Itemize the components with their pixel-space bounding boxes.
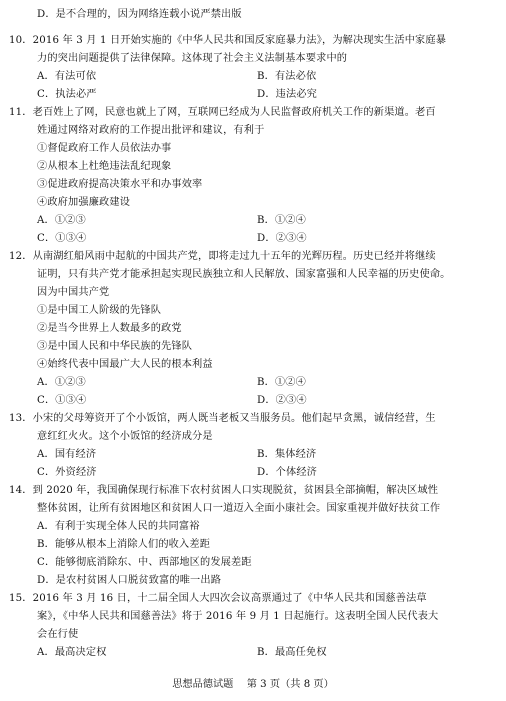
text-line: ④始终代表中国最广大人民的根本利益 [37, 359, 213, 370]
text-line: A．最高决定权 [37, 647, 107, 658]
text-line: 12．从南湖红船风雨中起航的中国共产党，即将走过九十五年的光辉历程。历史已经并将继续 [9, 251, 436, 262]
text-line: ②是当今世界上人数最多的政党 [37, 323, 182, 334]
text-line: 案》，《中华人民共和国慈善法》将于 2016 年 9 月 1 日起施行。这表明全国人民代表大 [37, 611, 439, 622]
text-line: 会在行使 [37, 629, 79, 640]
text-line: B．最高任免权 [257, 647, 327, 658]
text-line: D．个体经济 [257, 467, 318, 478]
text-line: C．执法必严 [37, 89, 97, 100]
text-line: B．①②④ [257, 377, 306, 388]
text-line: 证明，只有共产党才能承担起实现民族独立和人民解放、国家富强和人民幸福的历史使命。 [37, 269, 451, 280]
text-line: A．①②③ [37, 377, 86, 388]
text-line: 15．2016 年 3 月 16 日，十二届全国人大四次会议高票通过了《中华人民共和国慈善法草 [9, 593, 427, 604]
text-line: ③促进政府提高决策水平和办事效率 [37, 179, 203, 190]
text-line: 力的突出问题提供了法律保障。这体现了社会主义法制基本要求中的 [37, 53, 348, 64]
text-line: ④政府加强廉政建设 [37, 197, 131, 208]
text-line: C．①③④ [37, 395, 87, 406]
text-line: 10．2016 年 3 月 1 日开始实施的《中华人民共和国反家庭暴力法》，为解决现实生活中家庭暴 [9, 35, 447, 46]
text-line: C．能够彻底消除东、中、西部地区的发展差距 [37, 557, 252, 568]
text-line: B．有法必依 [257, 71, 317, 82]
text-line: A．①②③ [37, 215, 86, 226]
text-line: 14．到 2020 年，我国确保现行标准下农村贫困人口实现脱贫，贫困县全部摘帽，解决区域性 [9, 485, 439, 496]
text-line: A．有法可依 [37, 71, 97, 82]
page-footer: 思想品德试题 第 3 页（共 8 页） [172, 679, 334, 690]
text-line: 姓通过网络对政府的工作提出批评和建议，有利于 [37, 125, 265, 136]
text-line: ①督促政府工作人员依法办事 [37, 143, 172, 154]
text-line: C．①③④ [37, 233, 87, 244]
text-line: 因为中国共产党 [37, 287, 110, 298]
text-line: 意红红火火。这个小饭馆的经济成分是 [37, 431, 213, 442]
text-line: 整体贫困，让所有贫困地区和贫困人口一道迈入全面小康社会。国家重视并做好扶贫工作 [37, 503, 441, 514]
text-line: B．①②④ [257, 215, 306, 226]
text-line: D．是农村贫困人口脱贫致富的唯一出路 [37, 575, 222, 586]
text-line: ②从根本上杜绝违法乱纪现象 [37, 161, 172, 172]
text-line: D．②③④ [257, 395, 307, 406]
text-line: D．②③④ [257, 233, 307, 244]
text-line: D．违法必究 [257, 89, 318, 100]
text-line: ①是中国工人阶级的先锋队 [37, 305, 162, 316]
text-line: ③是中国人民和中华民族的先锋队 [37, 341, 193, 352]
text-line: B．集体经济 [257, 449, 317, 460]
text-line: 11．老百姓上了网，民意也就上了网，互联网已经成为人民监督政府机关工作的新渠道。老百 [9, 107, 436, 118]
text-line: C．外资经济 [37, 467, 97, 478]
text-line: A．有利于实现全体人民的共同富裕 [37, 521, 200, 532]
text-line: A．国有经济 [37, 449, 97, 460]
text-line: 13．小宋的父母筹资开了个小饭馆，两人既当老板又当服务员。他们起早贪黑，诚信经营，生 [9, 413, 436, 424]
text-line: B．能够从根本上消除人们的收入差距 [37, 539, 211, 550]
text-line: D．是不合理的，因为网络连载小说严禁出版 [37, 9, 242, 20]
